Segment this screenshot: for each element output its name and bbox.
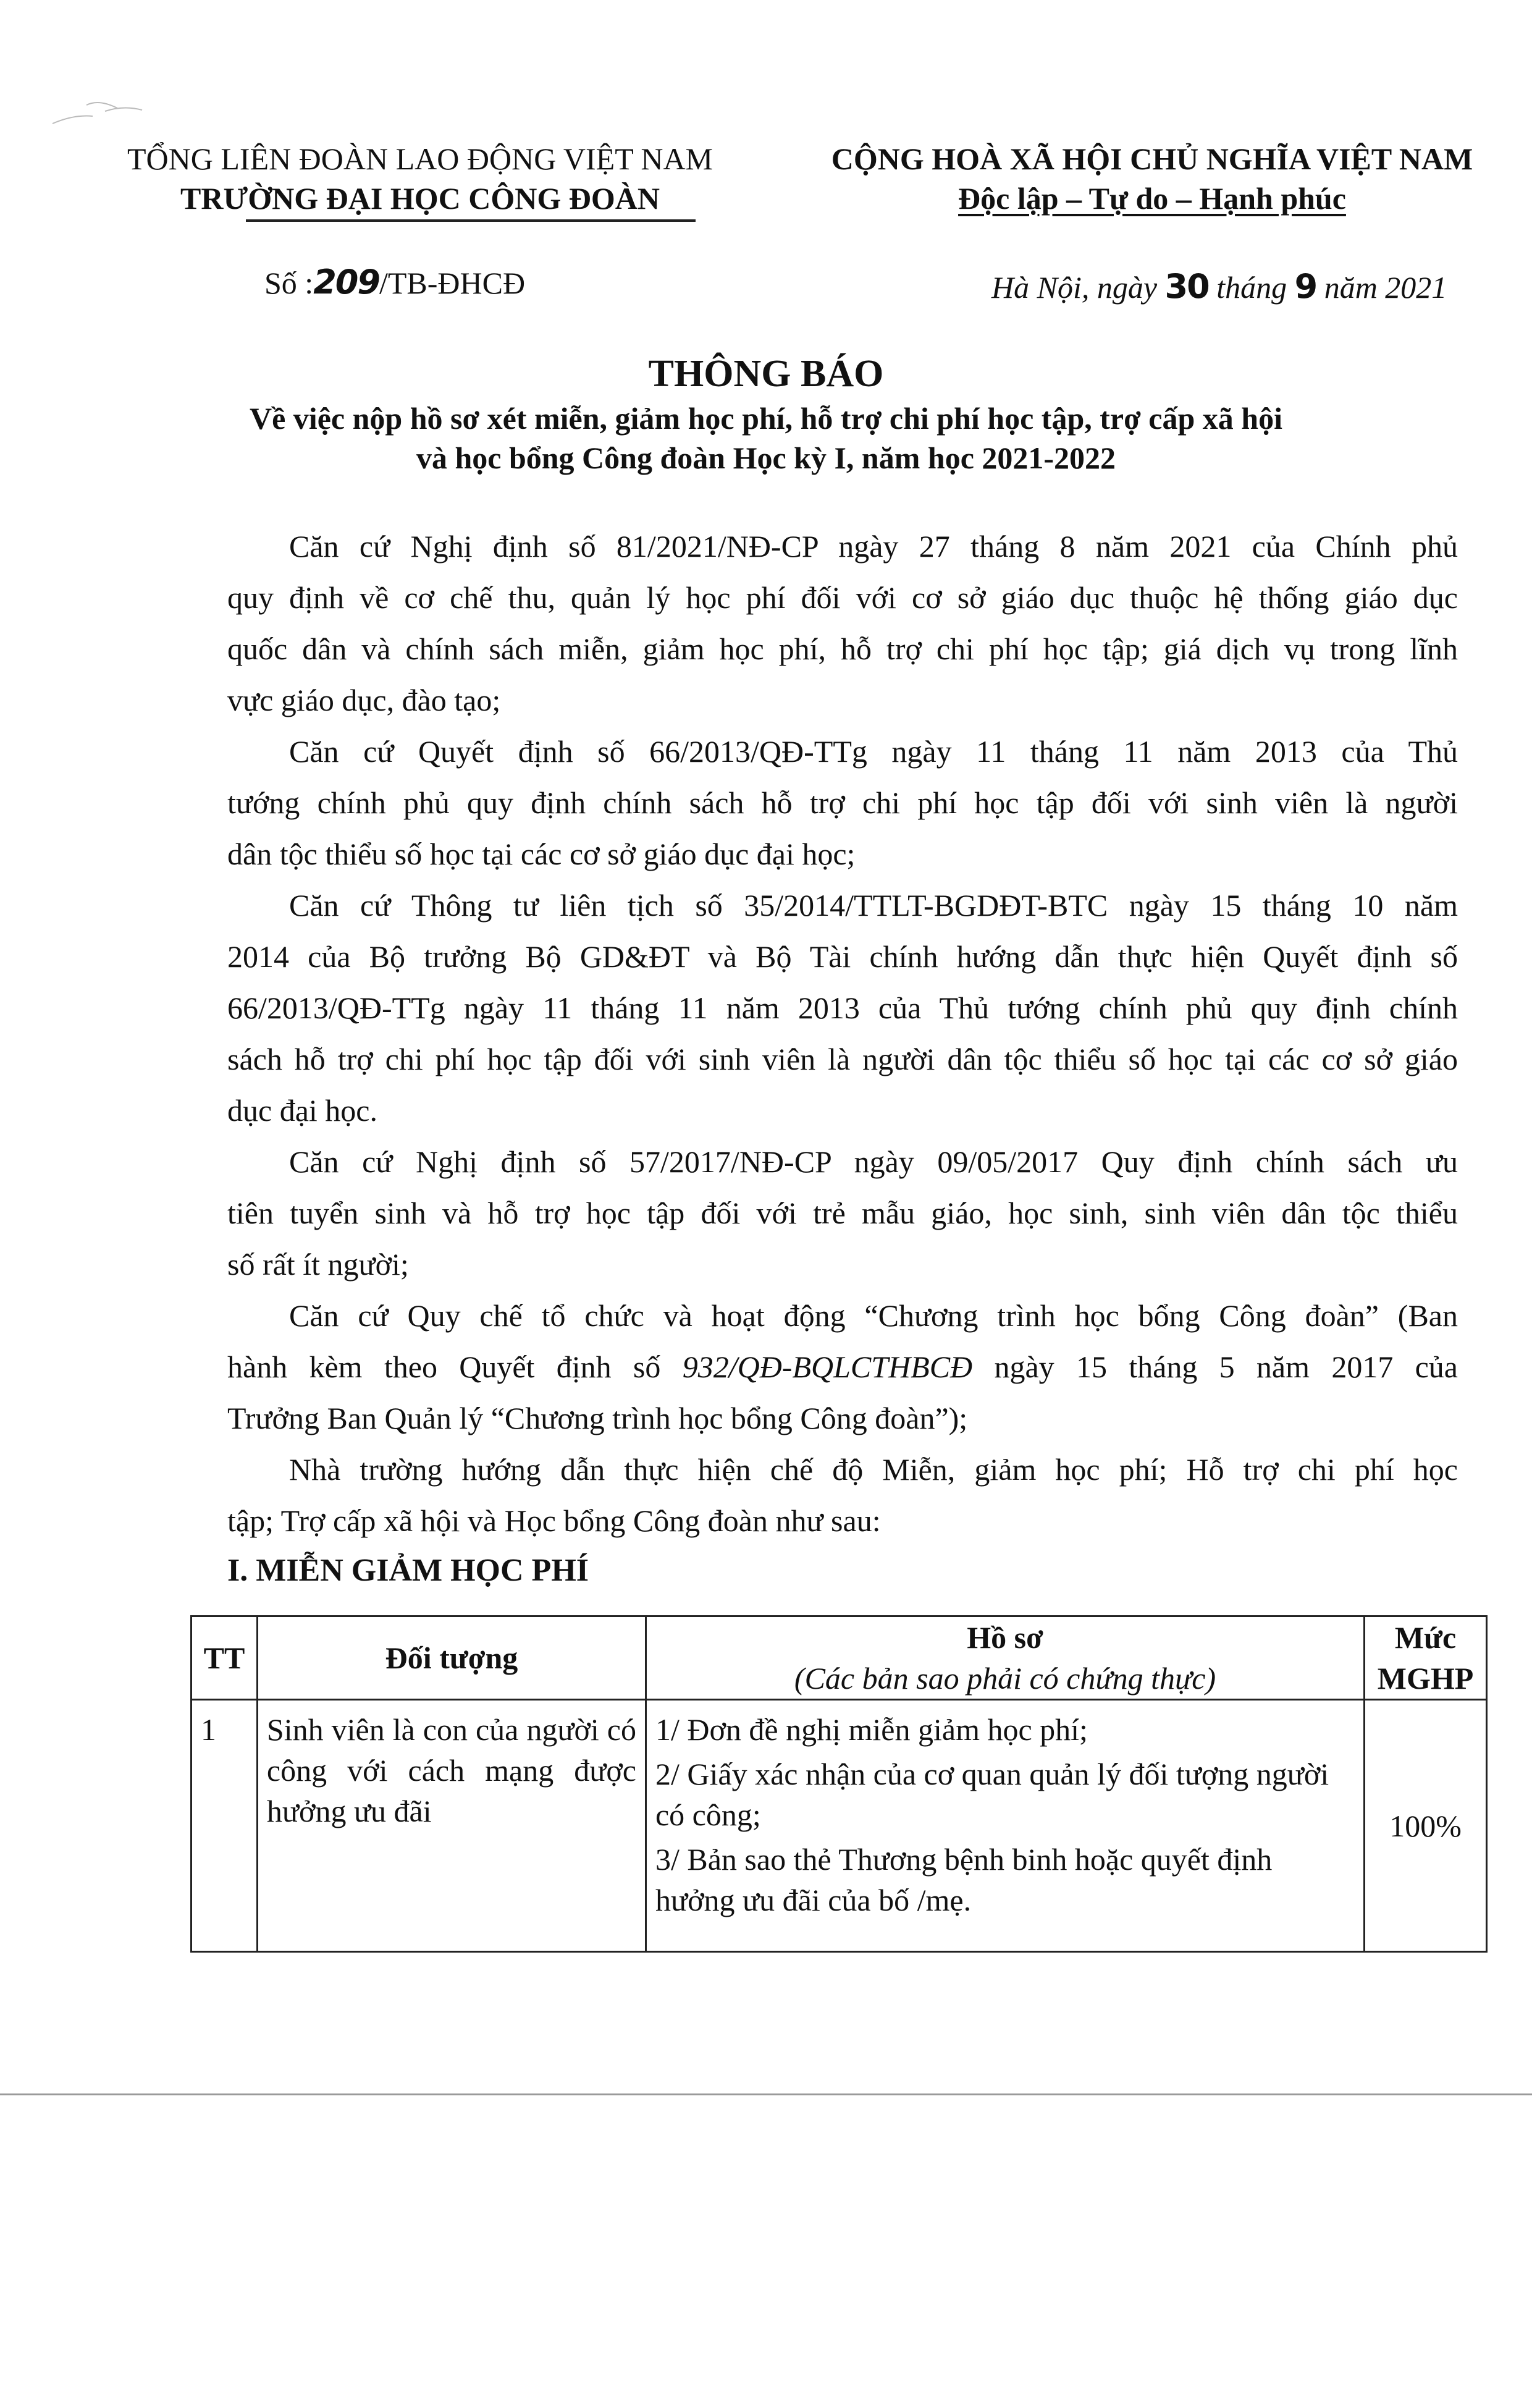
doc-number-suffix: /TB-ĐHCĐ <box>379 266 526 300</box>
body-line-part: ngày 15 tháng 5 năm 2017 của <box>972 1350 1458 1384</box>
document-subtitle-line-1: Về việc nộp hồ sơ xét miễn, giảm học phí, hỗ trợ chi phí học tập, trợ cấp xã hội <box>250 401 1282 436</box>
header-ho-so <box>646 1616 1364 1700</box>
body-line: 2014 của Bộ trưởng Bộ GD&ĐT và Bộ Tài chính hướng dẫn thực hiện Quyết định số <box>227 939 1458 974</box>
date-place: Hà Nội, ngày <box>991 270 1158 305</box>
body-line: tướng chính phủ quy định chính sách hỗ trợ chi phí học tập đối với sinh viên là người <box>227 785 1458 820</box>
cell-muc-value: 100% <box>1389 1808 1462 1843</box>
header-muc-mghp <box>1365 1616 1487 1700</box>
body-line: quốc dân và chính sách miễn, giảm học phí, hỗ trợ chi phí học tập; giá dịch vụ trong lĩnh <box>227 632 1458 666</box>
header-tt: TT <box>192 1616 258 1700</box>
ho-so-item: 2/ Giấy xác nhận của cơ quan quản lý đối tượng người có công; <box>655 1757 1329 1832</box>
body-text <box>227 521 1458 1547</box>
body-line: Căn cứ Thông tư liên tịch số 35/2014/TTLT-BGDĐT-BTC ngày 15 tháng 10 năm <box>289 888 1458 923</box>
org-name <box>86 180 754 216</box>
date-month-label: tháng <box>1216 270 1287 305</box>
cell-ho-so <box>646 1700 1364 1952</box>
table-header-row <box>192 1616 1487 1700</box>
org-parent-name: TỔNG LIÊN ĐOÀN LAO ĐỘNG VIỆT NAM <box>127 142 713 176</box>
body-line: Căn cứ Nghị định số 81/2021/NĐ-CP ngày 27 tháng 8 năm 2021 của Chính phủ <box>289 529 1458 564</box>
cell-tt <box>192 1700 258 1952</box>
org-name-text: TRƯỜNG ĐẠI HỌC CÔNG ĐOÀN <box>180 181 660 216</box>
header-ho-so-title: Hồ sơ <box>967 1620 1043 1655</box>
document-title: THÔNG BÁO <box>648 353 884 395</box>
motto-text: Độc lập – Tự do – Hạnh phúc <box>958 181 1346 216</box>
body-line: dục đại học. <box>227 1093 377 1128</box>
cell-doi-tuong-value: Sinh viên là con của người có công với cách mạng được hưởng ưu đãi <box>266 1712 636 1828</box>
body-line-ban-hanh <box>227 1341 1458 1393</box>
doc-number-handwritten: 209 <box>313 263 379 302</box>
cell-tt-value: 1 <box>201 1712 216 1747</box>
fee-exemption-table <box>190 1615 1488 1953</box>
body-line: Căn cứ Nghị định số 57/2017/NĐ-CP ngày 09/05/2017 Quy định chính sách ưu <box>289 1144 1458 1179</box>
table-row <box>192 1700 1487 1952</box>
body-line: Căn cứ Quyết định số 66/2013/QĐ-TTg ngày 11 tháng 11 năm 2013 của Thủ <box>289 734 1458 769</box>
date-year: năm 2021 <box>1324 270 1447 305</box>
body-line: Nhà trường hướng dẫn thực hiện chế độ Miễn, giảm học phí; Hỗ trợ chi phí học <box>289 1452 1458 1487</box>
cell-muc <box>1365 1700 1487 1952</box>
body-line: số rất ít người; <box>227 1247 409 1282</box>
motto <box>781 180 1523 216</box>
body-line: quy định về cơ chế thu, quản lý học phí đối với cơ sở giáo dục thuộc hệ thống giáo dục <box>227 580 1458 615</box>
body-line: dân tộc thiểu số học tại các cơ sở giáo dục đại học; <box>227 837 856 871</box>
ho-so-item: 3/ Bản sao thẻ Thương bệnh binh hoặc quyết định hưởng ưu đãi của bố /mẹ. <box>655 1842 1273 1917</box>
header-doi-tuong: Đối tượng <box>257 1616 646 1700</box>
header-muc-line1: Mức <box>1394 1620 1457 1655</box>
body-line: sách hỗ trợ chi phí học tập đối với sinh viên là người dân tộc thiểu số học tại các cơ sở giáo <box>227 1042 1458 1076</box>
body-line: tiên tuyển sinh và hỗ trợ học tập đối với trẻ mẫu giáo, học sinh, sinh viên dân tộc thiểu <box>227 1196 1458 1230</box>
date-day-handwritten: 30 <box>1164 267 1209 306</box>
document-number <box>264 263 525 302</box>
body-line: Căn cứ Quy chế tổ chức và hoạt động “Chương trình học bổng Công đoàn” (Ban <box>289 1298 1458 1333</box>
body-line: vực giáo dục, đào tạo; <box>227 683 501 717</box>
decision-number: 932/QĐ-BQLCTHBCĐ <box>682 1350 973 1384</box>
date-month-handwritten: 9 <box>1294 267 1317 306</box>
document-subtitle-line-2: và học bổng Công đoàn Học kỳ I, năm học 2021-2022 <box>416 441 1116 475</box>
section-heading: I. MIỄN GIẢM HỌC PHÍ <box>227 1553 589 1588</box>
body-line: Trưởng Ban Quản lý “Chương trình học bổng Công đoàn”); <box>227 1401 968 1435</box>
cell-doi-tuong <box>257 1700 646 1952</box>
doc-number-prefix: Số : <box>264 266 314 300</box>
page-separator-line <box>0 2093 1532 2095</box>
body-line: 66/2013/QĐ-TTg ngày 11 tháng 11 năm 2013 của Thủ tướng chính phủ quy định chính <box>227 991 1458 1025</box>
org-name-underline <box>246 219 696 222</box>
header-muc-line2: MGHP <box>1377 1661 1474 1696</box>
country-name: CỘNG HOÀ XÃ HỘI CHỦ NGHĨA VIỆT NAM <box>831 142 1473 176</box>
body-line: tập; Trợ cấp xã hội và Học bổng Công đoàn như sau: <box>227 1503 881 1538</box>
cell-ho-so-list <box>647 1700 1363 1920</box>
ho-so-item: 1/ Đơn đề nghị miễn giảm học phí; <box>655 1712 1088 1747</box>
body-line-part: hành kèm theo Quyết định số <box>227 1350 683 1384</box>
header-ho-so-note: (Các bản sao phải có chứng thực) <box>794 1661 1216 1696</box>
scan-mark-icon <box>49 93 148 130</box>
document-date <box>991 267 1447 306</box>
